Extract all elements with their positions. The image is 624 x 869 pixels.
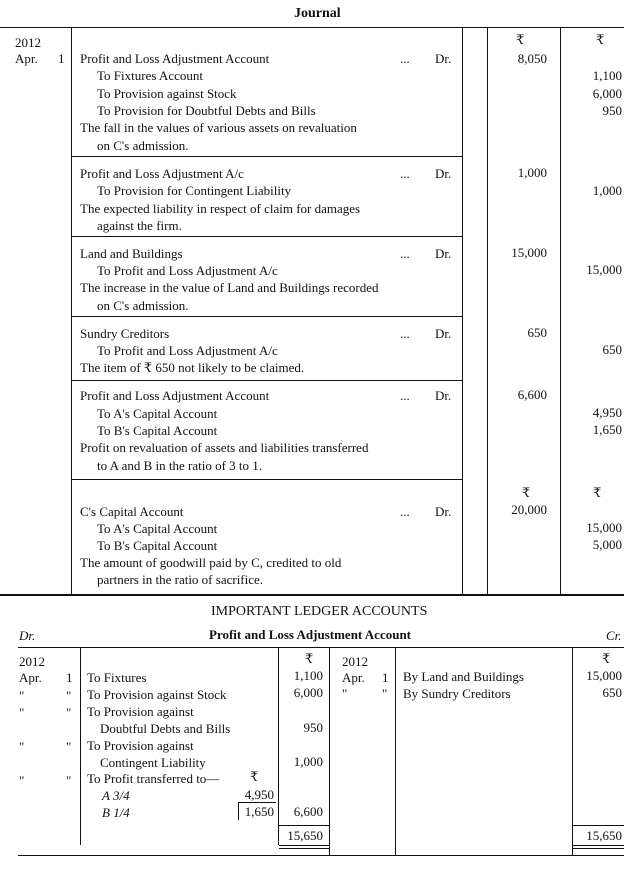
ledger-dr-amount: 6,000 [293,685,323,700]
ledger-cr-total: 15,650 [586,828,622,843]
entry-debit: Profit and Loss Adjustment Account [80,51,270,66]
entry-separator [71,380,463,381]
dr-total-bottom-rule-2 [279,848,329,849]
journal-month: Apr. [15,51,38,66]
ledger-day-cr: 1 [382,670,389,685]
journal-date-divider [71,27,72,595]
entry-credit: To Profit and Loss Adjustment A/c [97,343,278,358]
dr-amount: 1,000 [517,165,547,180]
dr-amount: 650 [527,325,547,340]
journal-title: Journal [294,6,341,21]
ledger-dr-row: To Provision against Stock [87,687,227,702]
journal-year: 2012 [15,35,41,50]
journal-lf-divider-2 [487,27,488,595]
cr-total-top-rule [573,825,624,826]
ledger-cr-amount: 650 [602,685,622,700]
narration: to A and B in the ratio of 3 to 1. [97,458,263,473]
entry-debit: Profit and Loss Adjustment Account [80,388,270,403]
dots: ... [400,388,410,403]
dr-label: Dr. [435,388,452,403]
ledger-dr-row: Doubtful Debts and Bills [100,721,231,736]
ditto-mark: " [382,686,388,701]
ledger-year-dr: 2012 [19,654,45,669]
dots: ... [400,246,410,261]
dr-amount: 20,000 [511,502,547,517]
entry-credit: To Provision for Doubtful Debts and Bills [97,103,316,118]
ledger-center-divider [329,647,330,855]
narration: Profit on revaluation of assets and liabilities transferred [80,440,369,455]
ledger-dr-row: To Provision against [87,704,194,719]
entry-separator [71,316,463,317]
cr-amount: 1,100 [592,68,622,83]
ledger-sub-label: A 3/4 [102,788,130,803]
ledger-bottom-rule [18,855,624,856]
entry-debit: Land and Buildings [80,246,183,261]
cr-amount: 650 [602,342,622,357]
ledger-cr-label: Cr. [606,628,622,643]
dots: ... [400,326,410,341]
dr-amount: 6,600 [517,387,547,402]
journal-amount-divider [560,27,561,595]
entry-credit: To Fixtures Account [97,68,203,83]
rupee-cr-header-2: ₹ [593,485,602,500]
ledger-dr-row: To Profit transferred to— [87,771,220,786]
narration: on C's admission. [97,138,189,153]
entry-separator [71,236,463,237]
ledger-account-title: Profit and Loss Adjustment Account [209,627,412,642]
dr-total-bottom-rule-1 [279,845,329,846]
ledger-dr-row: Contingent Liability [100,755,206,770]
cr-amount: 4,950 [592,405,622,420]
ledger-dr-row: To Provision against [87,738,194,753]
ditto-mark: " [342,686,348,701]
dr-amount: 8,050 [517,51,547,66]
entry-debit: C's Capital Account [80,504,184,519]
entry-separator [71,156,463,157]
journal-lf-divider-1 [462,27,463,595]
ditto-mark: " [19,705,25,720]
cr-amount: 1,000 [592,183,622,198]
dr-label: Dr. [435,504,452,519]
narration: The amount of goodwill paid by C, credited to old [80,555,342,570]
entry-debit: Profit and Loss Adjustment A/c [80,166,244,181]
ledger-dr-row: To Fixtures [87,670,147,685]
ledger-sub-amount: 1,650 [244,804,274,819]
dots: ... [400,166,410,181]
ledger-month-dr: Apr. [19,670,42,685]
ditto-mark: " [19,739,25,754]
ledger-year-cr: 2012 [342,654,368,669]
ditto-mark: " [66,773,72,788]
ledger-dr-amount: 1,100 [293,668,323,683]
ledger-date-divider-cr [395,647,396,855]
dr-label: Dr. [435,166,452,181]
ditto-mark: " [66,739,72,754]
ledger-top-rule [18,647,624,648]
dr-total-top-rule [279,825,329,826]
rupee-dr-header: ₹ [516,32,525,47]
ledger-rupee-dr: ₹ [305,651,314,666]
cr-total-bottom-rule-2 [573,848,624,849]
ledger-cr-amount: 15,000 [586,668,622,683]
ledger-cr-row: By Sundry Creditors [403,686,511,701]
cr-total-bottom-rule-1 [573,845,624,846]
cr-amount: 6,000 [592,86,622,101]
dots: ... [400,504,410,519]
entry-credit: To Provision against Stock [97,86,237,101]
ditto-mark: " [66,705,72,720]
ditto-mark: " [19,773,25,788]
journal-bottom-rule [0,594,624,596]
narration: The increase in the value of Land and Buildings recorded [80,280,379,295]
cr-amount: 15,000 [586,520,622,535]
ledger-rupee-sub: ₹ [250,769,259,784]
entry-credit: To A's Capital Account [97,406,218,421]
ledger-cr-row: By Land and Buildings [403,669,524,684]
narration: The fall in the values of various assets on revaluation [80,120,357,135]
journal-top-rule [0,27,624,28]
cr-amount: 5,000 [592,537,622,552]
narration: against the firm. [97,218,182,233]
entry-credit: To A's Capital Account [97,521,218,536]
entry-separator [71,479,463,480]
narration: partners in the ratio of sacrifice. [97,572,264,587]
ledger-sub-total: 6,600 [293,804,323,819]
dr-label: Dr. [435,326,452,341]
ledger-dr-label: Dr. [19,628,36,643]
entry-credit: To B's Capital Account [97,538,218,553]
ledger-dr-amount: 1,000 [293,754,323,769]
ledger-section-title: IMPORTANT LEDGER ACCOUNTS [211,604,428,619]
entry-debit: Sundry Creditors [80,326,170,341]
entry-credit: To B's Capital Account [97,423,218,438]
narration: The item of ₹ 650 not likely to be claimed. [80,360,305,375]
dots: ... [400,51,410,66]
ledger-sub-amount: 4,950 [244,787,274,802]
cr-amount: 15,000 [586,262,622,277]
ledger-rupee-cr: ₹ [602,651,611,666]
cr-amount: 950 [602,103,622,118]
journal-day: 1 [58,51,65,66]
entry-credit: To Profit and Loss Adjustment A/c [97,263,278,278]
rupee-dr-header-2: ₹ [522,485,531,500]
ledger-dr-total: 15,650 [287,828,323,843]
dr-label: Dr. [435,51,452,66]
ledger-dr-amount: 950 [303,720,323,735]
narration: on C's admission. [97,298,189,313]
ledger-sub-label: B 1/4 [102,805,130,820]
ditto-mark: " [19,688,25,703]
ledger-month-cr: Apr. [342,670,365,685]
narration: The expected liability in respect of claim for damages [80,201,361,216]
cr-amount: 1,650 [592,422,622,437]
entry-credit: To Provision for Contingent Liability [97,183,292,198]
dr-amount: 15,000 [511,245,547,260]
ditto-mark: " [66,688,72,703]
rupee-cr-header: ₹ [596,32,605,47]
ledger-day-dr: 1 [66,670,73,685]
dr-label: Dr. [435,246,452,261]
ledger-date-divider-dr [80,647,81,845]
